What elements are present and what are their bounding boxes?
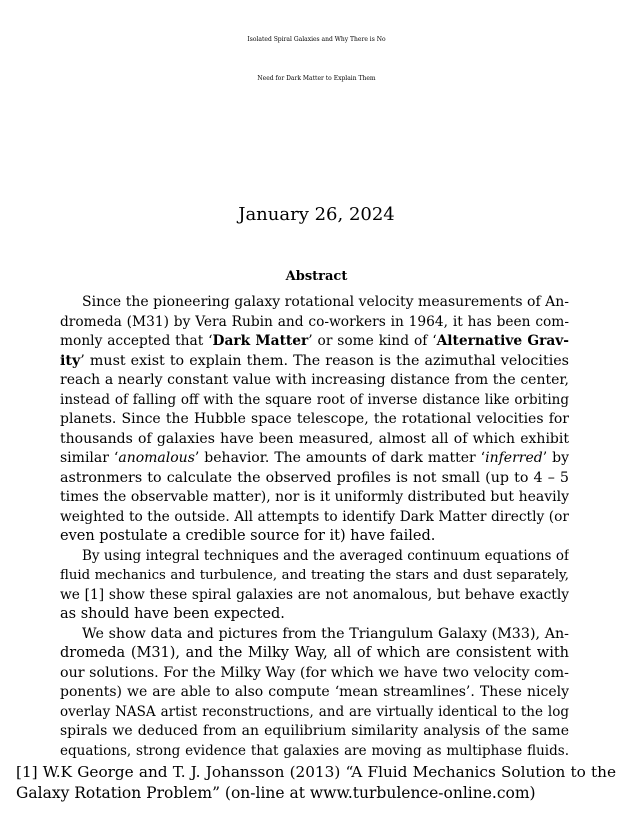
text-line: planets. Since the Hubble space telescope, the rotational velocities for — [60, 411, 569, 427]
author-block — [0, 117, 633, 189]
text-line: dromeda (M31) by Vera Rubin and co-workers in 1964, it has been com- — [60, 313, 569, 330]
text-line: fluid mechanics and turbulence, and treating the stars and dust separately, — [60, 568, 569, 583]
reference-footnote — [16, 762, 616, 804]
paper-date: January 26, 2024 — [238, 204, 395, 225]
text-line: instead of falling off with the square root of inverse distance like orbiting — [60, 391, 569, 408]
text-line: times the observable matter), nor is it uniformly distributed but heavily — [60, 489, 569, 505]
abstract-paragraph-2 — [60, 547, 569, 625]
text-line: we [1] show these spiral galaxies are not anomalous, but behave exactly — [60, 586, 569, 603]
text-line: dromeda (M31), and the Milky Way, all of which are consistent with — [60, 645, 569, 661]
text-line — [60, 449, 569, 469]
reference-line-2: Galaxy Rotation Problem” (on-line at www.turbulence-online.com) — [16, 784, 536, 802]
paper-title — [0, 20, 633, 98]
text-span: ’ or some kind of ‘ — [308, 333, 437, 349]
text-line: spirals we deduced from an equilibrium similarity analysis of the same — [60, 723, 569, 739]
text-line: We show data and pictures from the Triangulum Galaxy (M33), An- — [82, 625, 569, 642]
title-line-1: Isolated Spiral Galaxies and Why There is No — [247, 36, 386, 43]
text-line: reach a nearly constant value with increasing distance from the center, — [60, 372, 569, 388]
abstract-paragraph-3 — [60, 625, 569, 762]
text-line — [60, 352, 569, 372]
text-line: weighted to the outside. All attempts to identify Dark Matter directly (or — [60, 508, 569, 525]
abstract-body — [60, 293, 569, 761]
abstract-heading: Abstract — [285, 269, 348, 284]
alternative-gravity-term-end: ity — [60, 352, 81, 369]
text-line: our solutions. For the Milky Way (for which we have two velocity com- — [60, 664, 569, 681]
dark-matter-term: Dark Matter — [212, 333, 309, 349]
reference-line-1: [1] W.K George and T. J. Johansson (2013) “A Fluid Mechanics Solution to the — [16, 763, 616, 781]
author-institution — [0, 165, 633, 189]
text-line: astronmers to calculate the observed profiles is not small (up to 4 – 5 — [60, 469, 569, 486]
author-name — [0, 117, 633, 141]
text-line: thousands of galaxies have been measured, almost all of which exhibit — [60, 430, 569, 447]
author-position — [0, 141, 633, 165]
text-line: even postulate a credible source for it) have failed. — [60, 528, 436, 544]
text-line: Since the pioneering galaxy rotational velocity measurements of An- — [82, 294, 569, 310]
text-span: ’ by — [542, 450, 569, 466]
text-line — [60, 332, 569, 352]
text-line: ponents) we are able to also compute ‘mean streamlines’. These nicely — [60, 684, 569, 700]
anomalous-term: anomalous — [118, 450, 195, 466]
text-line: By using integral techniques and the averaged continuum equations of — [82, 547, 569, 564]
text-line: as should have been expected. — [60, 606, 285, 622]
abstract-paragraph-1 — [60, 293, 569, 547]
text-span: similar ‘ — [60, 450, 119, 466]
inferred-term: inferred — [485, 450, 543, 466]
text-line: overlay NASA artist reconstructions, and are virtually identical to the log — [60, 703, 569, 720]
text-span: ’ behavior. The amounts of dark matter ‘ — [194, 450, 486, 466]
title-line-2: Need for Dark Matter to Explain Them — [257, 75, 376, 82]
text-span: monly accepted that ‘ — [60, 333, 213, 349]
text-line: equations, strong evidence that galaxies are moving as multiphase fluids. — [60, 742, 569, 759]
alternative-gravity-term: Alternative Grav- — [436, 333, 569, 349]
text-span: ’ must exist to explain them. The reason is the azimuthal velocities — [80, 352, 569, 369]
